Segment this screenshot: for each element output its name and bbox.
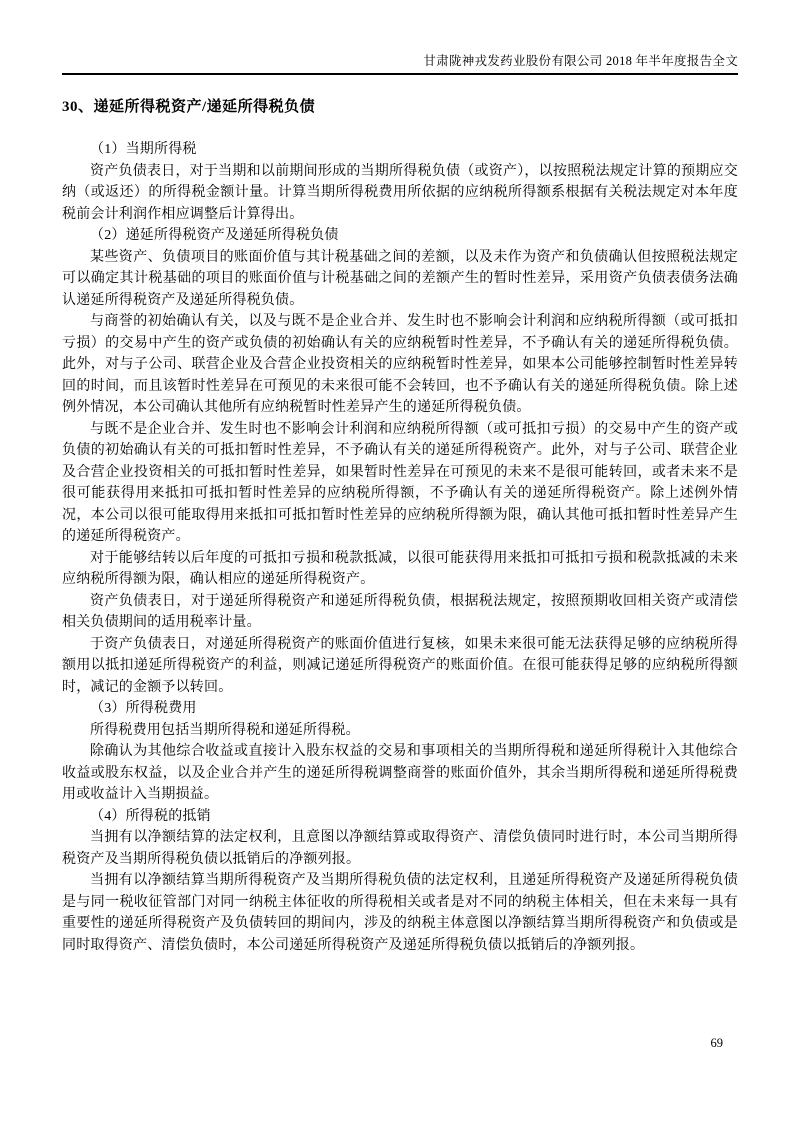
paragraph: （3）所得税费用 <box>90 701 197 716</box>
paragraph: 除确认为其他综合收益或直接计入股东权益的交易和事项相关的当期所得税和递延所得税计入其他综合收益或股东权益，以及企业合并产生的递延所得税调整商誉的账面价值外，其余当期所得税和递延所得税费用或收益计入当期损益。 <box>62 744 738 802</box>
page-header <box>62 51 738 75</box>
paragraph: 当拥有以净额结算的法定权利，且意图以净额结算或取得资产、清偿负债同时进行时，本公司当期所得税资产及当期所得税负债以抵销后的净额列报。 <box>62 830 738 867</box>
paragraph: 资产负债表日，对于递延所得税资产和递延所得税负债，根据税法规定，按照预期收回相关资产或清偿相关负债期间的适用税率计量。 <box>62 593 738 630</box>
document-content <box>62 95 738 956</box>
paragraph: 某些资产、负债项目的账面价值与其计税基础之间的差额，以及未作为资产和负债确认但按照税法规定可以确定其计税基础的项目的账面价值与计税基础之间的差额产生的暂时性差异，采用资产负债表债务法确认递延所得税资产及递延所得税负债。 <box>62 249 738 308</box>
paragraph: （4）所得税的抵销 <box>90 808 211 824</box>
paragraph: 所得税费用包括当期所得税和递延所得税。 <box>90 722 360 738</box>
page-number: 69 <box>710 1036 723 1050</box>
paragraph: （2）递延所得税资产及递延所得税负债 <box>90 228 339 243</box>
paragraph: 当拥有以净额结算当期所得税资产及当期所得税负债的法定权利，且递延所得税资产及递延所得税负债是与同一税收征管部门对同一纳税主体征收的所得税相关或者是对不同的纳税主体相关，但在未来每一具有重要性的递延所得税资产及负债转回的期间内，涉及的纳税主体意图以净额结算当期所得税资产和负债或是同时取得资产、清偿负债时，本公司递延所得税资产及递延所得税负债以抵销后的净额列报。 <box>62 873 738 953</box>
paragraph: 与商誉的初始确认有关，以及与既不是企业合并、发生时也不影响会计利润和应纳税所得额（或可抵扣亏损）的交易中产生的资产或负债的初始确认有关的应纳税暂时性差异，不予确认有关的递延所得税负债。此外，对与子公司、联营企业及合营企业投资相关的应纳税暂时性差异，如果本公司能够控制暂时性差异转回的时间，而且该暂时性差异在可预见的未来很可能不会转回，也不予确认有关的递延所得税负债。除上述例外情况，本公司确认其他所有应纳税暂时性差异产生的递延所得税负债。 <box>62 314 738 415</box>
paragraph: （1）当期所得税 <box>90 142 197 157</box>
paragraph: 与既不是企业合并、发生时也不影响会计利润和应纳税所得额（或可抵扣亏损）的交易中产生的资产或负债的初始确认有关的可抵扣暂时性差异，不予确认有关的递延所得税资产。此外，对与子公司、联营企业及合营企业投资相关的可抵扣暂时性差异，如果暂时性差异在可预见的未来不是很可能转回，或者未来不是很可能获得用来抵扣可抵扣暂时性差异的应纳税所得额，不予确认有关的递延所得税资产。除上述例外情况，本公司以很可能取得用来抵扣可抵扣暂时性差异的应纳税所得额为限，确认其他可抵扣暂时性差异产生的递延所得税资产。 <box>62 421 738 544</box>
header-divider <box>62 73 738 75</box>
paragraph: 于资产负债表日，对递延所得税资产的账面价值进行复核，如果未来很可能无法获得足够的应纳税所得额用以抵扣递延所得税资产的利益，则减记递延所得税资产的账面价值。在很可能获得足够的应纳税所得额时，减记的金额予以转回。 <box>62 636 738 695</box>
report-header-title: 甘肃陇神戎发药业股份有限公司 2018 年半年度报告全文 <box>423 54 738 68</box>
document-body <box>62 139 738 956</box>
section-title: 30、递延所得税资产/递延所得税负债 <box>62 99 316 115</box>
paragraph: 资产负债表日，对于当期和以前期间形成的当期所得税负债（或资产），以按照税法规定计算的预期应交纳（或返还）的所得税金额计量。计算当期所得税费用所依据的应纳税所得额系根据有关税法规定对本年度税前会计利润作相应调整后计算得出。 <box>62 163 738 222</box>
paragraph: 对于能够结转以后年度的可抵扣亏损和税款抵减，以很可能获得用来抵扣可抵扣亏损和税款抵减的未来应纳税所得额为限，确认相应的递延所得税资产。 <box>62 550 738 587</box>
